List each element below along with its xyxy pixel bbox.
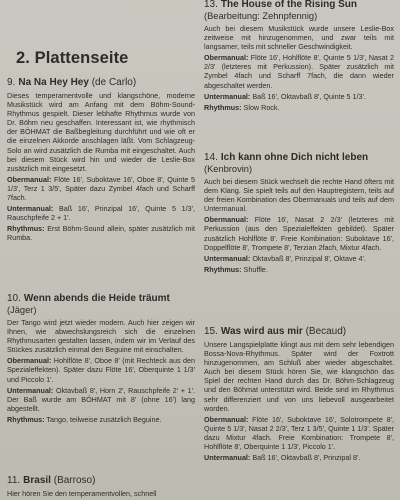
upper-manual-registration bbox=[204, 53, 394, 89]
track-13 bbox=[204, 0, 394, 112]
track-number: 10. bbox=[7, 293, 21, 304]
side-heading: 2. Plattenseite bbox=[16, 49, 129, 67]
rhythm-value: Shuffle. bbox=[243, 264, 268, 274]
upper-manual-label: Obermanual: bbox=[7, 356, 52, 366]
track-description: Hier hören Sie den temperamentvollen, schnell bbox=[7, 489, 157, 498]
rhythm-value: Slow Rock. bbox=[243, 102, 280, 112]
track-description: Unsere Langspielplatte klingt aus mit dem sehr lebendigen Bossa-Nova-Rhythmus. Später wird der Foxtrott hinzugenommen, am Schluß aber wieder abgeschaltet. Auch bei diesem Stück hören Sie, wie klangschön das Spiel der rechten Hand durch das Dr. Böhm-Schlagzeug und den Böhmat unterstützt wird. Beide sind im Rhythmus sehr differenziert und von uns liebevoll ausgearbeitet worden. bbox=[204, 340, 394, 413]
track-title: Na Na Hey Hey bbox=[18, 77, 89, 88]
track-composer: (Kenbrovin) bbox=[204, 164, 253, 174]
lower-manual-label: Untermanual: bbox=[204, 253, 251, 263]
lower-manual-label: Untermanual: bbox=[204, 453, 251, 463]
track-description: Der Tango wird jetzt wieder modern. Auch hier zeigen wir Ihnen, wie abwechslungsreich sich die einzelnen Rhythmusarten gestalten lassen, indem wir im Verlauf des Stückes zusätzlich einmal den Beguine mit einschalten. bbox=[7, 318, 195, 355]
track-composer: (Bearbeitung: Zehnpfennig) bbox=[204, 11, 318, 21]
track-number: 9. bbox=[7, 77, 16, 88]
track-number: 13. bbox=[204, 0, 218, 10]
upper-manual-label: Obermanual: bbox=[204, 53, 249, 63]
upper-manual-stops: Flöte 16', Hohlflöte 8', Quinte 5 1/3', Nasat 2 2/3' (letzteres mit Perkussion). Später zusätzlich mit Zymbel 4fach und Scharff 7fach, die dann wieder abgeschaltet werden. bbox=[204, 53, 394, 90]
track-description: Auch bei diesem Stück wechselt die rechte Hand öfters mit dem Klang. Sie spielt teils auf den Hauptregistern, teils auf der freien Kombination des Obermanuals und teils auf dem Untermanual. bbox=[204, 177, 394, 214]
track-composer: (Barroso) bbox=[53, 475, 96, 486]
upper-manual-stops: Flöte 16', Suboktave 16', Oboe 8', Quinte 5 1/3', Terz 1 3/5', Später dazu Zymbel 4fach und Scharff 7fach. bbox=[7, 174, 195, 203]
upper-manual-registration bbox=[204, 215, 394, 251]
track-number: 14. bbox=[204, 152, 218, 163]
track-composer: (de Carlo) bbox=[91, 77, 137, 88]
rhythm-registration bbox=[204, 103, 394, 112]
track-heading bbox=[204, 152, 394, 164]
rhythm-label: Rhythmus: bbox=[204, 264, 242, 274]
track-heading bbox=[204, 0, 394, 11]
rhythm-label: Rhythmus: bbox=[7, 414, 45, 424]
track-number: 11. bbox=[7, 475, 21, 486]
track-11 bbox=[7, 475, 195, 498]
lower-manual-label: Untermanual: bbox=[7, 204, 54, 214]
rhythm-registration bbox=[7, 224, 195, 242]
lower-manual-registration bbox=[7, 386, 195, 413]
rhythm-value: Tango, teilweise zusätzlich Beguine. bbox=[46, 414, 162, 424]
lower-manual-label: Untermanual: bbox=[204, 91, 251, 101]
upper-manual-registration bbox=[204, 415, 394, 451]
track-title: Wenn abends die Heide träumt bbox=[23, 293, 170, 304]
track-heading bbox=[7, 475, 195, 487]
rhythm-registration bbox=[7, 415, 195, 424]
track-description: Auch bei diesem Musikstück wurde unsere Leslie-Box zeitweise mit hinzugenommen, und zwar teils mit langsamer, teils mit schneller Geschwindigkeit. bbox=[204, 24, 394, 52]
lower-manual-stops: Baß 16', Oktavbaß 8', Quinte 5 1/3'. bbox=[252, 91, 366, 101]
track-description: Dieses temperamentvolle und klangschöne, moderne Musikstück wird am Anfang mit dem Böhm-Sound-Rhythmus gespielt. Dieser lebhafte Rhythmus wurde von Dr. Böhm neu geschaffen. Interessant ist, wie rhythmisch der BÖHMAT die Baßbegleitung durchführt und wie oft er die einzelnen Akkorde anschlagen läßt. Vom Schlagzeug-Solo an wird zusätzlich die Rumba mit eingeschaltet. Auch bei diesem Stück wird hin und wieder die Leslie-Box zusätzlich mit eingesetzt. bbox=[7, 91, 195, 173]
lower-manual-registration bbox=[204, 453, 394, 462]
lower-manual-registration bbox=[204, 92, 394, 101]
track-composer: (Jäger) bbox=[7, 305, 37, 315]
rhythm-value: Erst Böhm-Sound allein, später zusätzlich mit Rumba. bbox=[7, 224, 195, 243]
track-14 bbox=[204, 152, 394, 274]
upper-manual-label: Obermanual: bbox=[204, 414, 249, 424]
lower-manual-stops: Oktavbaß 8', Horn 2', Rauschpfeife 2' + 1'. Der Baß wurde am BÖHMAT mit 8' (ohne 16') lang abgestellt. bbox=[7, 385, 195, 413]
rhythm-label: Rhythmus: bbox=[204, 102, 242, 112]
rhythm-label: Rhythmus: bbox=[7, 224, 45, 234]
track-heading bbox=[7, 293, 195, 305]
track-title: Ich kann ohne Dich nicht leben bbox=[220, 152, 369, 163]
track-number: 15. bbox=[204, 326, 218, 337]
upper-manual-label: Obermanual: bbox=[7, 174, 52, 184]
upper-manual-stops: Hohlflöte 8', Oboe 8' (mit Rechteck aus den Spezialeffekten). Später dazu Flöte 16', Oberquinte 1 1/3' und Piccolo 1'. bbox=[7, 356, 195, 384]
lower-manual-registration bbox=[7, 204, 195, 222]
upper-manual-label: Obermanual: bbox=[204, 215, 249, 225]
track-title: Was wird aus mir bbox=[220, 326, 303, 337]
lower-manual-stops: Baß 16', Prinzipal 16', Quinte 5 1/3', Rauschpfeife 2 + 1'. bbox=[7, 204, 195, 223]
lower-manual-stops: Baß 16', Oktavbaß 8', Prinzipal 8'. bbox=[252, 453, 361, 463]
lower-manual-stops: Oktavbaß 8', Prinzipal 8', Oktave 4'. bbox=[252, 253, 366, 263]
track-title: Brasil bbox=[23, 475, 51, 486]
lower-manual-label: Untermanual: bbox=[7, 385, 54, 395]
track-composer: (Becaud) bbox=[305, 326, 347, 337]
upper-manual-stops: Flöte 16', Suboktave 16', Solotrompete 8', Quinte 5 1/3', Nasat 2 2/3', Terz 1 3/5', Quinte 1 1/3'. Später dazu Mixtur 4fach. Freie Kombination: Trompete 8', Hohlflöte 8', Oberquinte 1 1/3', Piccolo 1'. bbox=[204, 414, 394, 452]
track-9 bbox=[7, 77, 195, 243]
track-10 bbox=[7, 293, 195, 424]
lower-manual-registration bbox=[204, 254, 394, 263]
upper-manual-stops: Flöte 16', Nasat 2 2/3' (letzteres mit Perkussion (aus den Spezialeffekten gebildet). Später zusätzlich Hohlflöte 8'. Freie Kombination: Suboktave 16', Doppelflöte 8', Trompete 8', Terzian 2fach, Mixtur 4fach. bbox=[204, 215, 394, 252]
upper-manual-registration bbox=[7, 175, 195, 202]
track-title: The House of the Rising Sun bbox=[220, 0, 358, 10]
track-heading bbox=[204, 326, 394, 338]
upper-manual-registration bbox=[7, 356, 195, 383]
rhythm-registration bbox=[204, 265, 394, 274]
track-15 bbox=[204, 326, 394, 462]
track-heading bbox=[7, 77, 195, 89]
